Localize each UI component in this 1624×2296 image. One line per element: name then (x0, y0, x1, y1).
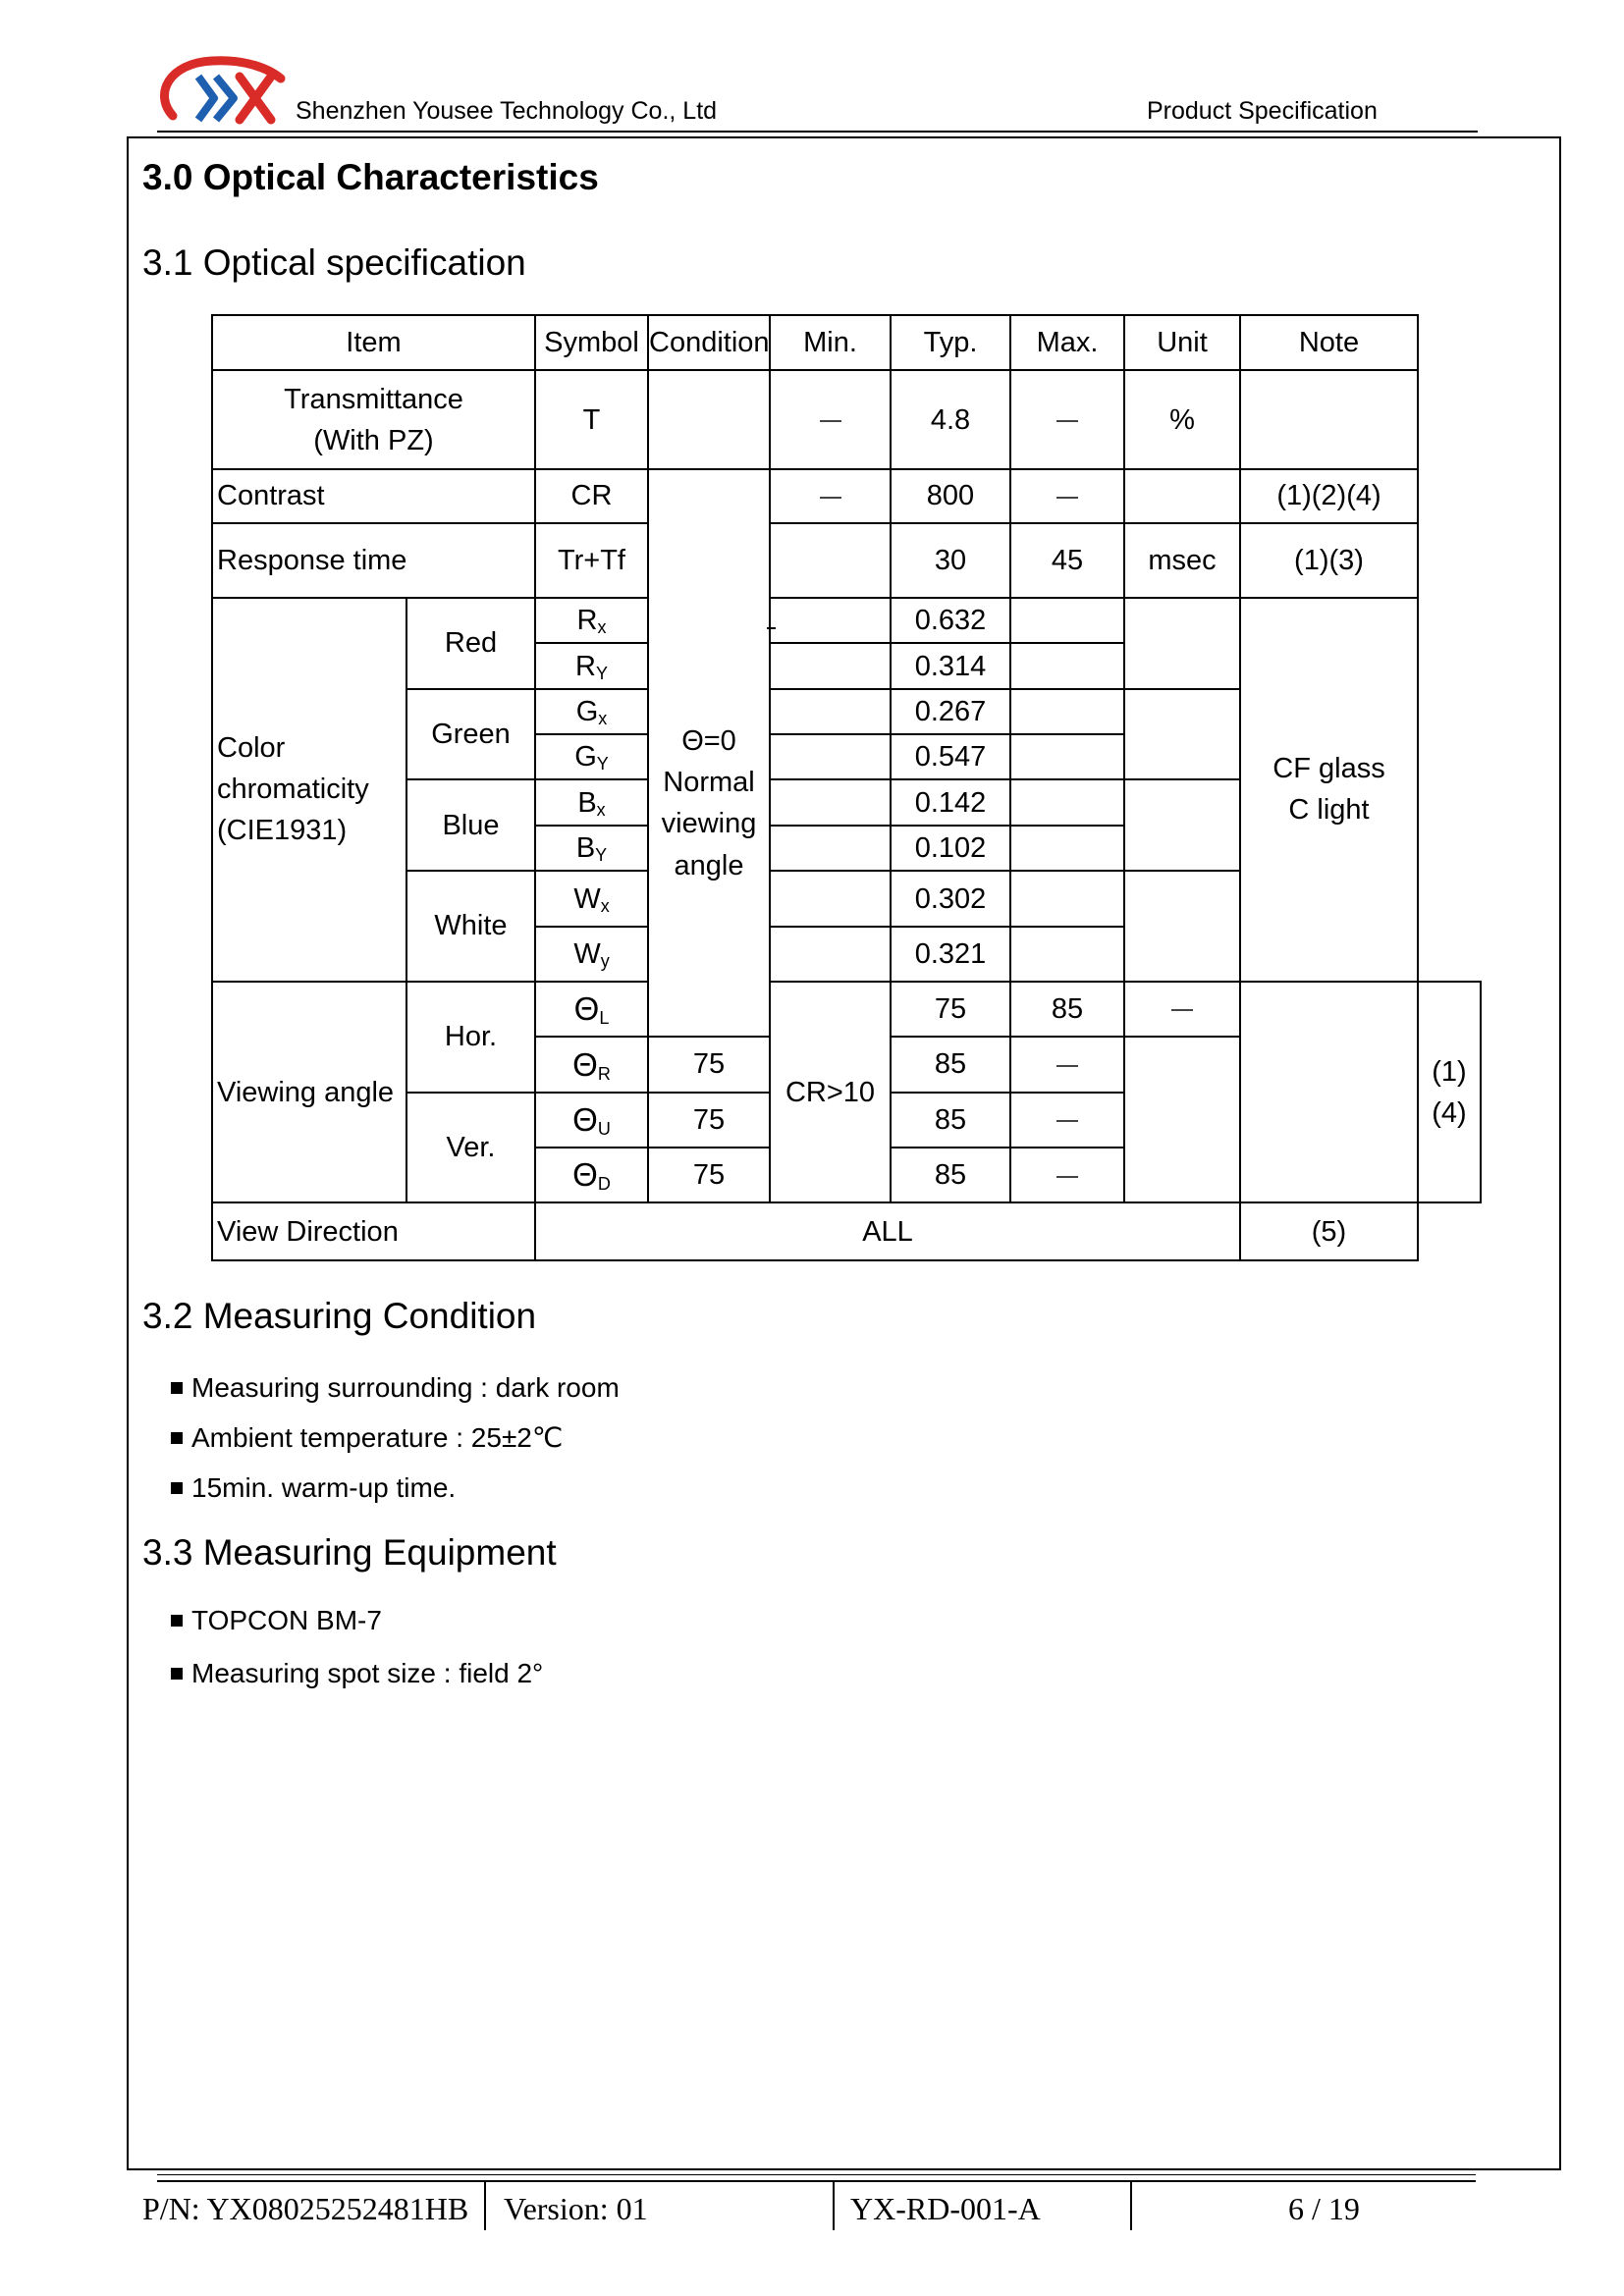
red-x-symbol: $R_x$ (535, 598, 648, 643)
theta-u-min: 75 (648, 1093, 770, 1148)
red-x-min (770, 598, 891, 643)
white-y-min (770, 927, 891, 981)
dash-mark (1056, 1176, 1078, 1178)
red-label: Red (406, 598, 535, 689)
normal-viewing-condition: Θ=0 Normal viewing angle (648, 469, 770, 1037)
list-item: Ambient temperature : 25±2℃ (171, 1413, 620, 1463)
white-x-symbol: $W_x$ (535, 871, 648, 927)
header-symbol: Symbol (535, 315, 648, 370)
header-typ: Typ. (891, 315, 1010, 370)
transmittance-typ: 4.8 (891, 370, 1010, 469)
blue-x-max (1010, 779, 1124, 825)
theta-l-symbol: $\Theta_L$ (535, 982, 648, 1037)
blue-x-symbol: $B_x$ (535, 779, 648, 825)
footer-separator (1130, 2181, 1132, 2230)
white-x-max (1010, 871, 1124, 927)
dash-mark (767, 627, 776, 629)
contrast-min (770, 469, 891, 522)
blue-y-typ: 0.102 (891, 826, 1010, 871)
theta-l-max (1124, 982, 1240, 1037)
bullet-square-icon (171, 1482, 183, 1494)
header-document-type: Product Specification (1147, 97, 1378, 125)
green-label: Green (406, 689, 535, 780)
transmittance-symbol: T (535, 370, 648, 469)
response-time-item: Response time (212, 523, 535, 599)
theta-l-min: 75 (891, 982, 1010, 1037)
header-max: Max. (1010, 315, 1124, 370)
bullet-square-icon (171, 1615, 183, 1627)
red-unit (1124, 598, 1240, 689)
hor-label: Hor. (406, 982, 535, 1093)
header-note: Note (1240, 315, 1418, 370)
blue-x-min (770, 779, 891, 825)
footer-part-number: P/N: YX08025252481HB (142, 2191, 469, 2226)
color-chromaticity-note: CF glass C light (1240, 598, 1418, 982)
white-unit (1124, 871, 1240, 982)
header-min: Min. (770, 315, 891, 370)
dash-mark (820, 420, 841, 422)
white-y-typ: 0.321 (891, 927, 1010, 981)
header-unit: Unit (1124, 315, 1240, 370)
white-x-typ: 0.302 (891, 871, 1010, 927)
bullet-square-icon (171, 1668, 183, 1680)
white-x-min (770, 871, 891, 927)
footer-version: Version: 01 (504, 2191, 648, 2226)
footer-doc-code: YX-RD-001-A (850, 2191, 1041, 2226)
contrast-symbol: CR (535, 469, 648, 522)
red-y-symbol: $R_Y$ (535, 643, 648, 688)
theta-r-typ: 85 (891, 1037, 1010, 1092)
measuring-condition-list (171, 1362, 620, 1513)
green-y-symbol: $G_Y$ (535, 734, 648, 779)
table-row-red-x (212, 598, 1481, 643)
green-y-typ: 0.547 (891, 734, 1010, 779)
view-direction-item: View Direction (212, 1202, 535, 1260)
blue-y-min (770, 826, 891, 871)
bullet-square-icon (171, 1432, 183, 1444)
dash-mark (1056, 497, 1078, 499)
ver-label: Ver. (406, 1093, 535, 1203)
contrast-typ: 800 (891, 469, 1010, 522)
theta-u-max (1010, 1093, 1124, 1148)
bullet-square-icon (171, 1382, 183, 1394)
measuring-equipment-list (171, 1594, 543, 1700)
response-time-note: (1)(3) (1240, 523, 1418, 599)
transmittance-note (1240, 370, 1418, 469)
table-row-view-direction (212, 1202, 1481, 1260)
blue-y-symbol: $B_Y$ (535, 826, 648, 871)
transmittance-unit: % (1124, 370, 1240, 469)
theta-d-min: 75 (648, 1148, 770, 1202)
blue-y-max (1010, 826, 1124, 871)
blue-label: Blue (406, 779, 535, 871)
transmittance-condition (648, 370, 770, 469)
view-direction-note: (5) (1240, 1202, 1418, 1260)
theta-r-max (1010, 1037, 1124, 1092)
table-row-theta-l (212, 982, 1481, 1037)
response-time-typ: 30 (891, 523, 1010, 599)
section-3-3-heading: 3.3 Measuring Equipment (142, 1532, 557, 1573)
response-time-min (770, 523, 891, 599)
transmittance-min (770, 370, 891, 469)
optical-spec-table (211, 314, 1482, 1261)
theta-d-symbol: $\Theta_D$ (535, 1148, 648, 1202)
green-y-min (770, 734, 891, 779)
list-item: Measuring surrounding : dark room (171, 1362, 620, 1413)
company-logo (155, 55, 293, 130)
dash-mark (820, 497, 841, 499)
transmittance-item: Transmittance (With PZ) (212, 370, 535, 469)
theta-r-min: 75 (648, 1037, 770, 1092)
red-y-min (770, 643, 891, 688)
view-direction-value: ALL (535, 1202, 1240, 1260)
viewing-angle-note: (1)(4) (1418, 982, 1481, 1203)
white-y-symbol: $W_y$ (535, 927, 648, 981)
response-time-max: 45 (1010, 523, 1124, 599)
green-unit (1124, 689, 1240, 780)
contrast-item: Contrast (212, 469, 535, 522)
response-time-symbol: Tr+Tf (535, 523, 648, 599)
red-x-typ: 0.632 (891, 598, 1010, 643)
table-header-row (212, 315, 1481, 370)
dash-mark (1056, 1120, 1078, 1122)
theta-d-max (1010, 1148, 1124, 1202)
white-label: White (406, 871, 535, 982)
section-3-1-heading: 3.1 Optical specification (142, 242, 526, 283)
footer-page-number: 6 / 19 (1288, 2191, 1360, 2226)
footer-separator (833, 2181, 835, 2230)
green-x-max (1010, 689, 1124, 734)
table-row-transmittance (212, 370, 1481, 469)
dash-mark (1056, 420, 1078, 422)
theta-r-symbol: $\Theta_R$ (535, 1037, 648, 1092)
theta-u-symbol: $\Theta_U$ (535, 1093, 648, 1148)
green-x-typ: 0.267 (891, 689, 1010, 734)
contrast-max (1010, 469, 1124, 522)
footer-rule (157, 2174, 1476, 2175)
white-y-max (1010, 927, 1124, 981)
dash-mark (1056, 1065, 1078, 1067)
red-x-max (1010, 598, 1124, 643)
list-item: TOPCON BM-7 (171, 1594, 543, 1647)
theta-d-typ: 85 (891, 1148, 1010, 1202)
contrast-unit (1124, 469, 1240, 522)
header-company-name: Shenzhen Yousee Technology Co., Ltd (296, 97, 718, 125)
contrast-note: (1)(2)(4) (1240, 469, 1418, 522)
green-x-symbol: $G_x$ (535, 689, 648, 734)
red-y-typ: 0.314 (891, 643, 1010, 688)
table-row-contrast (212, 469, 1481, 522)
color-chromaticity-item: Color chromaticity (CIE1931) (212, 598, 406, 982)
header-condition: Condition (648, 315, 770, 370)
red-y-max (1010, 643, 1124, 688)
table-row-response-time (212, 523, 1481, 599)
header-rule (157, 131, 1478, 133)
response-time-unit: msec (1124, 523, 1240, 599)
viewing-angle-unit (1240, 982, 1418, 1203)
list-item: Measuring spot size : field 2° (171, 1647, 543, 1700)
theta-u-typ: 85 (891, 1093, 1010, 1148)
viewing-angle-item: Viewing angle (212, 982, 406, 1203)
blue-x-typ: 0.142 (891, 779, 1010, 825)
green-x-min (770, 689, 891, 734)
footer-separator (484, 2181, 486, 2230)
transmittance-max (1010, 370, 1124, 469)
list-item: 15min. warm-up time. (171, 1463, 620, 1513)
viewing-angle-condition: CR>10 (770, 982, 891, 1203)
dash-mark (1171, 1009, 1193, 1011)
footer-rule (157, 2180, 1476, 2182)
section-3-0-heading: 3.0 Optical Characteristics (142, 157, 599, 197)
section-3-2-heading: 3.2 Measuring Condition (142, 1296, 537, 1336)
blue-unit (1124, 779, 1240, 871)
green-y-max (1010, 734, 1124, 779)
header-item: Item (212, 315, 535, 370)
theta-l-typ: 85 (1010, 982, 1124, 1037)
